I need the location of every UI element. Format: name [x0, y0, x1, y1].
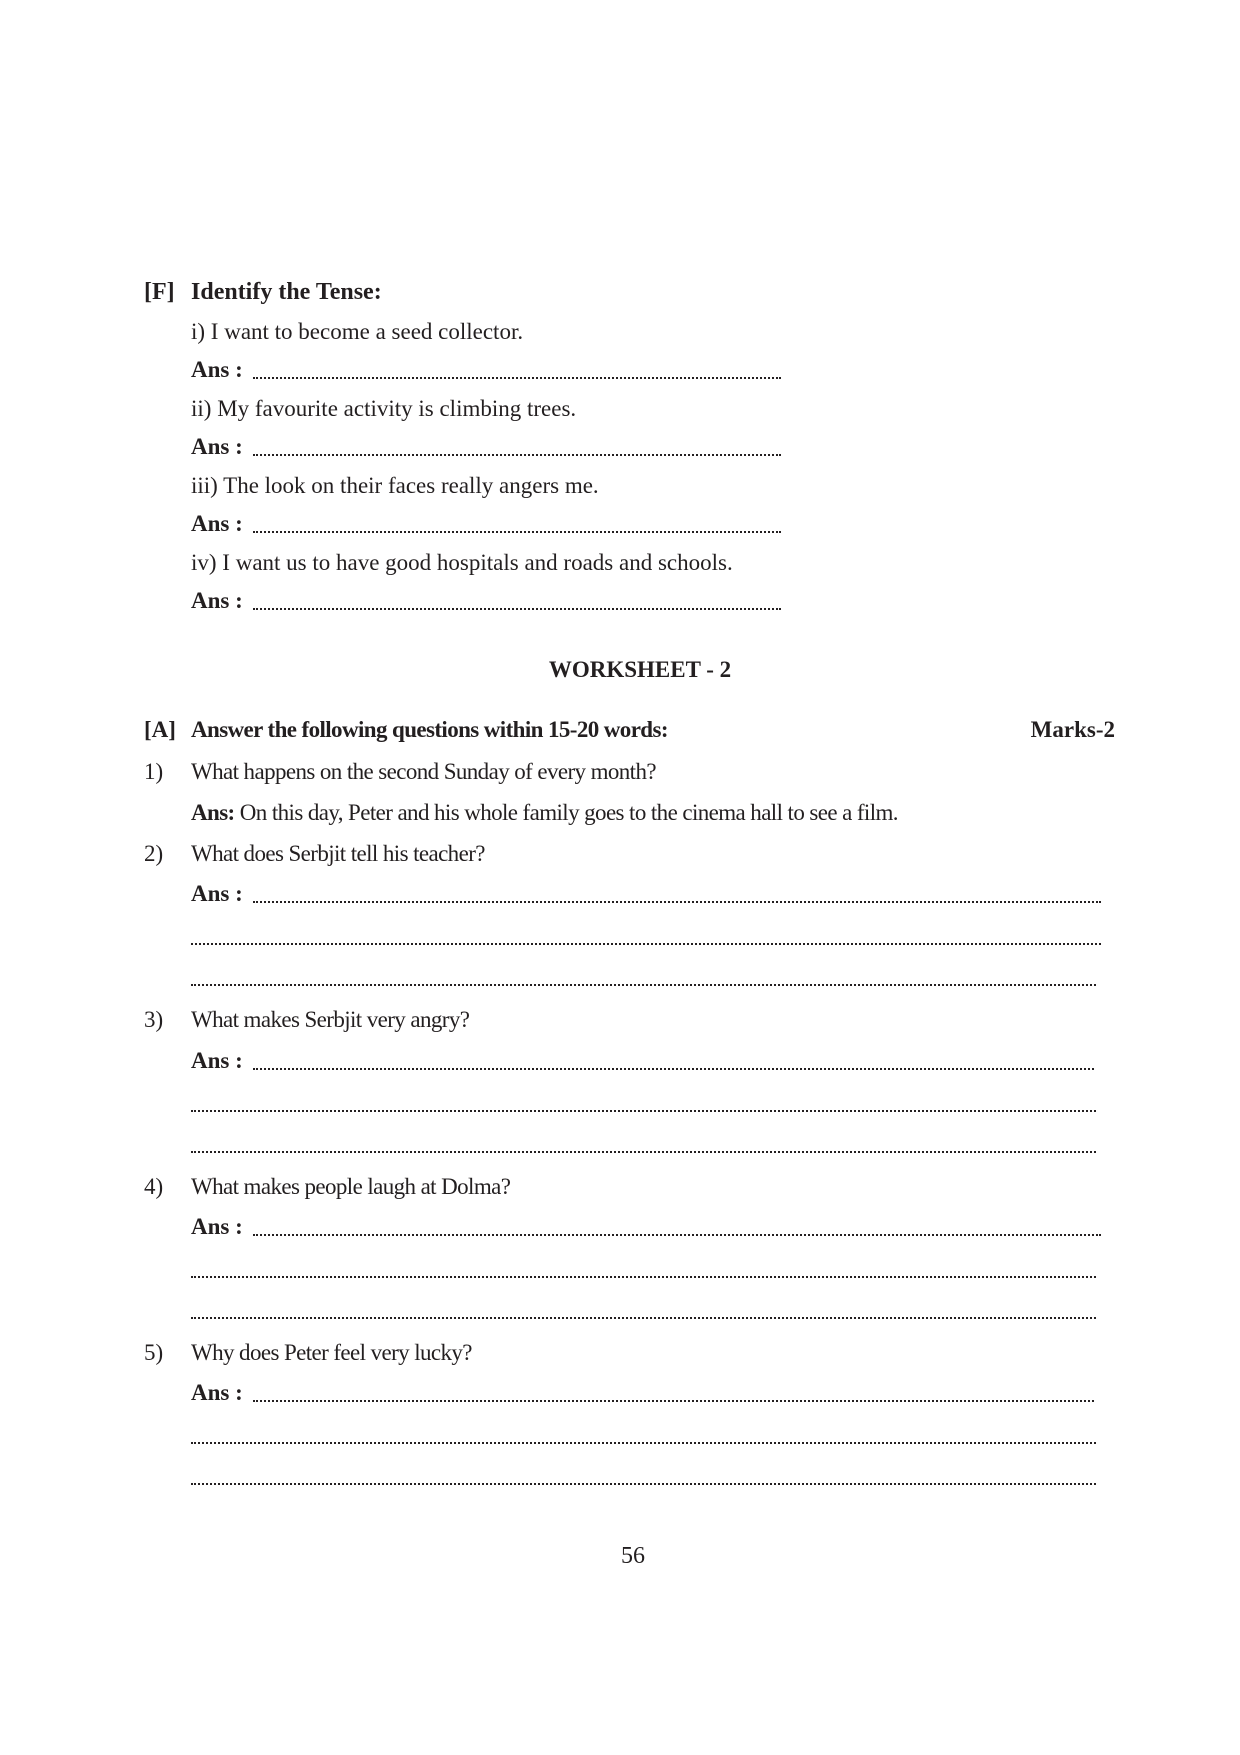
question-text: What happens on the second Sunday of every month?	[191, 759, 656, 784]
answer-blank	[253, 454, 781, 456]
answer-blank	[253, 531, 781, 533]
answer-label: Ans :	[191, 1380, 243, 1405]
answer-line[interactable]	[191, 1110, 1096, 1112]
question-number: 2)	[144, 841, 164, 866]
question-number: 4)	[144, 1174, 164, 1199]
question-text: What does Serbjit tell his teacher?	[191, 841, 485, 866]
worksheet-title: WORKSHEET - 2	[548, 657, 732, 682]
answer-line[interactable]	[191, 1151, 1096, 1153]
section-a-marker: [A]	[144, 717, 176, 742]
answer-line[interactable]	[191, 881, 1101, 909]
tense-answer-1[interactable]	[191, 357, 781, 385]
section-f-heading: Identify the Tense:	[191, 279, 382, 305]
answer-line[interactable]	[191, 1380, 1094, 1408]
tense-answer-2[interactable]	[191, 434, 781, 462]
question-number: 1)	[144, 759, 164, 784]
tense-item-2: ii) My favourite activity is climbing trees.	[191, 396, 577, 421]
marks-label: Marks-2	[1030, 717, 1115, 742]
tense-answer-4[interactable]	[191, 588, 781, 616]
example-answer	[191, 799, 898, 827]
page-number: 56	[621, 1543, 645, 1569]
answer-label: Ans :	[191, 881, 243, 906]
answer-label: Ans :	[191, 357, 243, 382]
tense-item-3: iii) The look on their faces really angers me.	[191, 473, 599, 498]
tense-item-4: iv) I want us to have good hospitals and roads and schools.	[191, 550, 733, 575]
answer-line[interactable]	[191, 1214, 1101, 1242]
section-f-marker: [F]	[144, 279, 175, 305]
answer-label: Ans :	[191, 511, 243, 536]
tense-item-1: i) I want to become a seed collector.	[191, 319, 524, 344]
answer-blank	[253, 608, 781, 610]
answer-blank	[253, 901, 1101, 903]
question-text: What makes Serbjit very angry?	[191, 1007, 470, 1032]
tense-answer-3[interactable]	[191, 511, 781, 539]
answer-line[interactable]	[191, 1048, 1094, 1076]
answer-text: On this day, Peter and his whole family goes to the cinema hall to see a film.	[239, 800, 898, 825]
answer-blank	[253, 1234, 1101, 1236]
answer-label: Ans :	[191, 434, 243, 459]
answer-line[interactable]	[191, 1276, 1096, 1278]
answer-label: Ans :	[191, 1214, 243, 1239]
answer-line[interactable]	[191, 1317, 1096, 1319]
answer-line[interactable]	[191, 1442, 1096, 1444]
answer-blank	[253, 377, 781, 379]
answer-blank	[253, 1400, 1094, 1402]
question-number: 5)	[144, 1340, 164, 1365]
section-a-heading: Answer the following questions within 15-20 words:	[191, 717, 668, 742]
answer-blank	[253, 1068, 1094, 1070]
answer-label: Ans:	[191, 800, 235, 825]
question-text: What makes people laugh at Dolma?	[191, 1174, 511, 1199]
answer-label: Ans :	[191, 588, 243, 613]
question-text: Why does Peter feel very lucky?	[191, 1340, 472, 1365]
answer-line[interactable]	[191, 984, 1096, 986]
answer-label: Ans :	[191, 1048, 243, 1073]
answer-line[interactable]	[191, 943, 1101, 945]
question-number: 3)	[144, 1007, 164, 1032]
answer-line[interactable]	[191, 1483, 1096, 1485]
